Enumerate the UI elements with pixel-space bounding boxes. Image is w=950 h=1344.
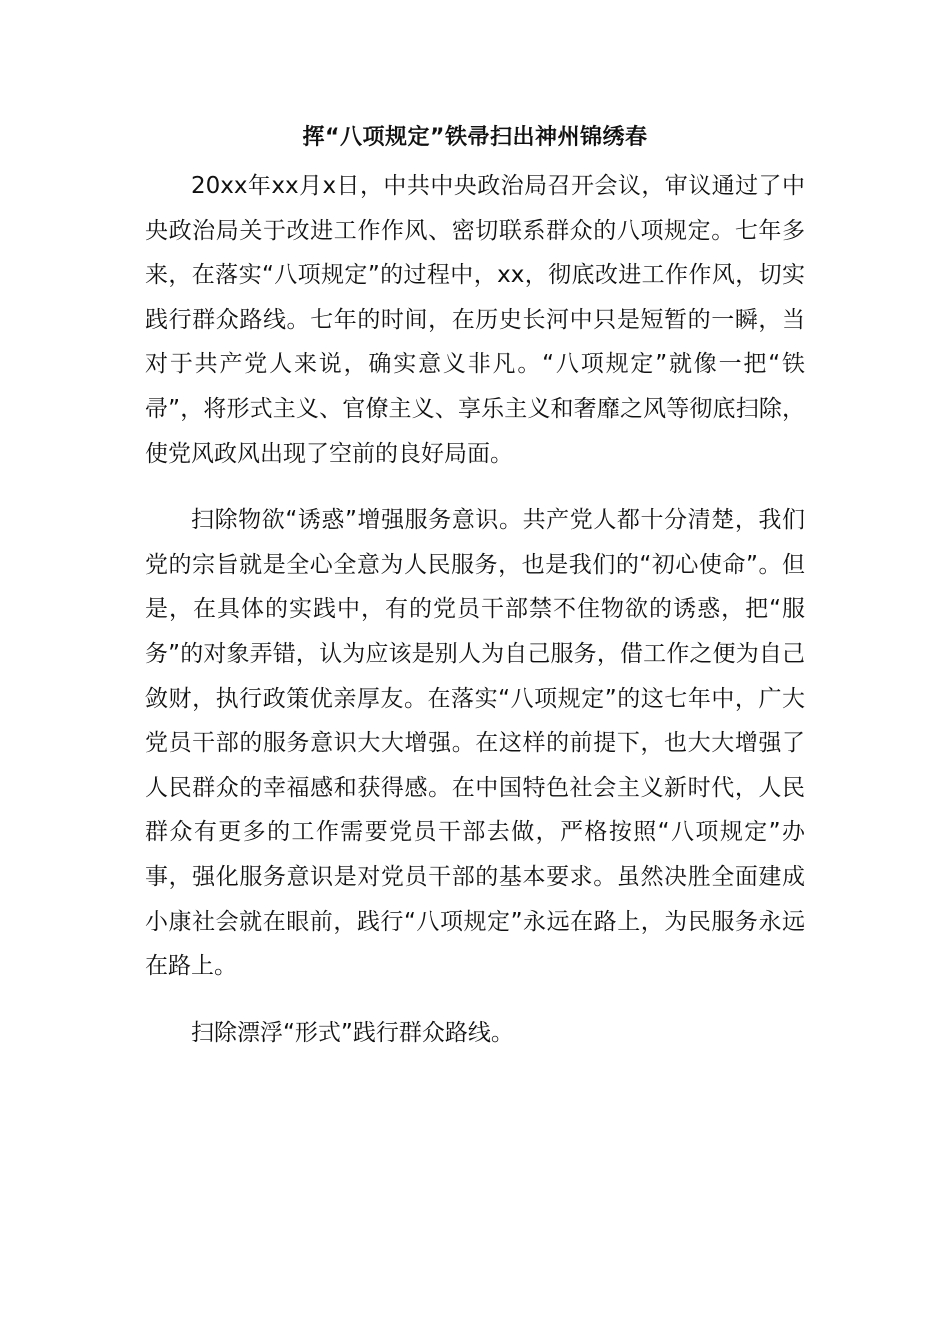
paragraph-mass-line: 扫除漂浮“形式”践行群众路线。 (191, 1019, 514, 1046)
paragraph-intro: 20xx年xx月x日，中共中央政治局召开会议，审议通过了中央政治局关于改进工作作风、密切联系群众的八项规定。七年多来，在落实“八项规定”的过程中，xx，彻底改进工作作风，切实践行群众路线。七年的时间，在历史长河中只是短暂的一瞬，当对于共产党人来说，确实意义非凡。“八项规定”就像一把“铁帚”，将形式主义、官僚主义、享乐主义和奢靡之风等彻底扫除，使党风政风出现了空前的良好局面。 (145, 173, 805, 467)
paragraph-service-awareness: 扫除物欲“诱惑”增强服务意识。共产党人都十分清楚，我们党的宗旨就是全心全意为人民服务，也是我们的“初心使命”。但是，在具体的实践中，有的党员干部禁不住物欲的诱惑，把“服务”的对象弄错，认为应该是别人为自己服务，借工作之便为自己敛财，执行政策优亲厚友。在落实“八项规定”的这七年中，广大党员干部的服务意识大大增强。在这样的前提下，也大大增强了人民群众的幸福感和获得感。在中国特色社会主义新时代，人民群众有更多的工作需要党员干部去做，严格按照“八项规定”办事，强化服务意识是对党员干部的基本要求。虽然决胜全面建成小康社会就在眼前，践行“八项规定”永远在路上，为民服务永远在路上。 (145, 507, 805, 980)
document-page (145, 118, 805, 1055)
document-title: 挥“八项规定”铁帚扫出神州锦绣春 (302, 125, 648, 150)
